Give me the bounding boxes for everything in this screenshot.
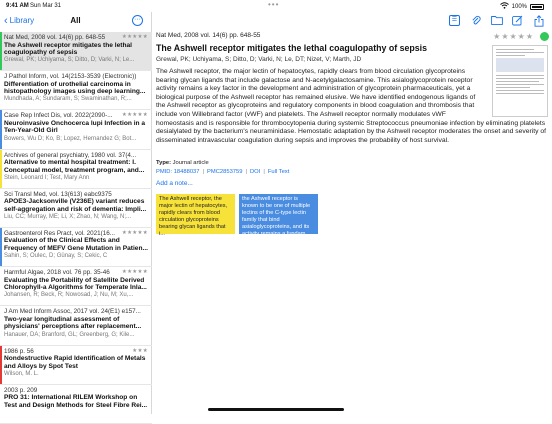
collection-title: All xyxy=(70,16,81,25)
item-source: 2003 p. 209 xyxy=(4,386,38,394)
share-icon[interactable] xyxy=(533,15,544,26)
battery-icon xyxy=(530,4,544,10)
list-item[interactable] xyxy=(0,32,152,71)
color-label xyxy=(0,385,2,423)
color-label xyxy=(0,189,2,227)
identifier-links: PMID: 18488037 | PMC2853759 | DOI | Full Text xyxy=(156,169,290,175)
article-abstract xyxy=(156,68,549,145)
add-note-button[interactable]: Add a note... xyxy=(156,180,193,187)
item-title: APOE3-Jacksonville (V236E) variant reduces self-aggregation and risk of dementia: Impli... xyxy=(4,198,147,213)
item-authors: Stein, Leonard I; Test, Mary Ann xyxy=(4,174,90,181)
status-date: Sun Mar 31 xyxy=(30,3,62,9)
pmid-link[interactable]: PMID: 18488037 xyxy=(156,169,200,175)
list-item[interactable] xyxy=(0,71,152,110)
item-title: Alternative to mental hospital treatment: I. Conceptual model, treatment program, and... xyxy=(4,159,145,174)
detail-toolbar xyxy=(449,15,544,26)
item-title: Nondestructive Rapid Identification of Metals and Alloys by Spot Test xyxy=(4,355,146,370)
library-sidebar xyxy=(0,12,152,414)
multitasking-dots-icon[interactable]: ••• xyxy=(268,0,280,9)
item-authors: Grewal, PK; Uchiyama, S; Ditto, D; Varki, N; Le... xyxy=(4,57,135,64)
pmc-link[interactable]: PMC2853759 xyxy=(207,169,243,175)
item-source: 1986 p. 56 xyxy=(4,347,34,355)
color-label xyxy=(0,306,2,344)
item-authors: Liu, CC; Murray, ME; Li, X; Zhao, N; Wang, N;... xyxy=(4,213,132,220)
item-authors: Sahin, S; Oulec, D; Günay, S; Cekic, C xyxy=(4,253,108,260)
color-label xyxy=(0,110,2,148)
color-label xyxy=(0,32,2,70)
article-title: The Ashwell receptor mitigates the lethal coagulopathy of sepsis xyxy=(156,43,427,53)
item-title: Evaluating the Portability of Satellite Derived Chlorophyll-a Algorithms for Temperate Inla... xyxy=(4,276,147,292)
list-item[interactable] xyxy=(0,385,152,424)
item-title: Two-year longitudinal assessment of physicians' perceptions after replacement... xyxy=(4,315,142,331)
highlight-note-card[interactable]: The Ashwell receptor, the major lectin of hepatocytes, rapidly clears from blood circulation glycoproteins bearing glycan ligands that i... xyxy=(156,194,235,234)
reference-detail xyxy=(153,12,552,414)
status-time: 9:41 AM xyxy=(6,3,29,9)
type-label: Type: xyxy=(156,160,172,166)
item-authors: Johansen, R; Beck, R; Nowosad, J; Nu, M; Xu,... xyxy=(4,292,134,299)
detail-citation: Nat Med, 2008 vol. 14(6) pp. 648-55 xyxy=(156,32,261,39)
sidebar-nav-bar xyxy=(0,12,151,32)
back-label: Library xyxy=(9,16,35,25)
item-source: Nat Med, 2008 vol. 14(6) pp. 648-55 xyxy=(4,34,106,41)
color-label xyxy=(0,228,2,266)
attachment-icon[interactable] xyxy=(470,15,481,26)
item-title: Evaluation of the Clinical Effects and Frequency of MEFV Gene Mutation in Patien... xyxy=(4,237,148,253)
reference-list xyxy=(0,32,152,424)
folder-icon[interactable] xyxy=(491,15,502,26)
battery-percent: 100% xyxy=(511,3,527,10)
item-source: J Pathol Inform, vol. 14(2153-3539 (Electronic)) xyxy=(4,73,137,81)
color-label xyxy=(0,71,2,109)
list-item[interactable] xyxy=(0,306,152,345)
list-item[interactable] xyxy=(0,267,152,306)
list-item[interactable] xyxy=(0,150,152,189)
color-label xyxy=(0,267,2,305)
status-right xyxy=(500,2,544,11)
item-rating: ★★★★★ xyxy=(121,112,148,119)
list-item[interactable] xyxy=(0,110,152,149)
status-bar xyxy=(0,0,552,12)
item-authors: Bowers, Wu D; Ko, B; Lopez, Hernandez G; Bot... xyxy=(4,135,137,142)
list-item[interactable] xyxy=(0,189,152,228)
item-authors: Wilson, M. L. xyxy=(4,370,39,377)
detail-rating[interactable]: ★★★★★ xyxy=(493,32,534,41)
item-source: Harmful Algae, 2018 vol. 76 pp. 35-46 xyxy=(4,269,110,277)
color-label xyxy=(0,150,2,188)
item-rating: ★★★★★ xyxy=(121,229,148,236)
item-title: PRO 31: International RILEM Workshop on Test and Design Methods for Steel Fibre Rei... xyxy=(4,394,148,409)
item-rating: ★★★ xyxy=(132,347,148,354)
doi-link[interactable]: DOI xyxy=(250,169,261,175)
item-source: Case Rep Infect Dis, vol. 2022(2090-... xyxy=(4,112,113,120)
item-source: Gastroenterol Res Pract, vol. 2021(16... xyxy=(4,229,115,237)
item-source: J Am Med Inform Assoc, 2017 vol. 24(E1) e157... xyxy=(4,308,141,316)
item-authors: Mundhada, A; Sundaram, S; Swaminathan, R;... xyxy=(4,96,132,103)
more-options-icon[interactable]: ··· xyxy=(132,15,143,26)
item-title: Differentiation of urothelial carcinoma in histopathology images using deep learning... xyxy=(4,80,146,96)
item-title: The Ashwell receptor mitigates the lethal coagulopathy of sepsis xyxy=(4,41,132,57)
home-indicator[interactable] xyxy=(208,408,344,411)
item-source: Sci Transl Med, vol. 13(613) eabc9375 xyxy=(4,190,112,198)
type-value: Journal article xyxy=(172,160,209,166)
highlight-note-card[interactable]: the Ashwell receptor is known to be one of multiple lectins of the C-type lectin family that bind asialoglycoproteins, and its activity remains a fundam... xyxy=(239,194,318,234)
wifi-icon xyxy=(500,2,509,11)
abstract-part-2: homeostasis and is responsible for thrombocytopenia during systemic Streptococcus pneumoniae infection by eliminating platelets desialylated by the bacterium's neuraminidase. Hemostatic adaptation by the Ashwell receptor moderates the onset and severity of disseminated intravascular coagulation during sepsis and improves the probability of host survival. xyxy=(156,119,547,144)
chevron-left-icon: ‹ xyxy=(4,14,8,27)
color-label-dot[interactable] xyxy=(540,32,549,41)
article-authors: Grewal, PK; Uchiyama, S; Ditto, D; Varki, N; Le, DT; Nizet, V; Marth, JD xyxy=(156,56,362,63)
item-rating: ★★★★★ xyxy=(121,269,148,276)
article-type xyxy=(156,160,209,166)
item-title: Neuroinvasive Onchocerca lupi Infection in a Ten-Year-Old Girl xyxy=(4,119,146,135)
cite-box-icon[interactable]: ☰ xyxy=(449,15,460,26)
color-label xyxy=(0,346,2,384)
edit-icon[interactable] xyxy=(512,15,523,26)
item-source: Archives of general psychiatry, 1980 vol. 37(4... xyxy=(4,151,137,159)
list-item[interactable] xyxy=(0,228,152,267)
item-authors: Hanauer, DA; Branford, GL; Greenberg, G; Kile... xyxy=(4,331,135,338)
full-text-link[interactable]: Full Text xyxy=(267,169,290,175)
list-item[interactable] xyxy=(0,346,152,385)
item-rating: ★★★★★ xyxy=(121,34,148,40)
abstract-part-1: The Ashwell receptor, the major lectin of hepatocytes, rapidly clears from blood circulation glycoproteins bearing glycan ligands that include galactose and N-acetylgalactosamine. This asialoglycoprotein receptor activity remains a key factor in the development and administration of glycoprotein pharmaceuticals, yet a biological purpose of the Ashwell receptor has remained elusive. We have identified endogenous ligands of the Ashwell receptor as glycoproteins and regulatory components in blood coagulation and thrombosis that include von Willebrand factor (vWF) and platelets. The Ashwell receptor normally modulates vWF xyxy=(156,68,476,118)
